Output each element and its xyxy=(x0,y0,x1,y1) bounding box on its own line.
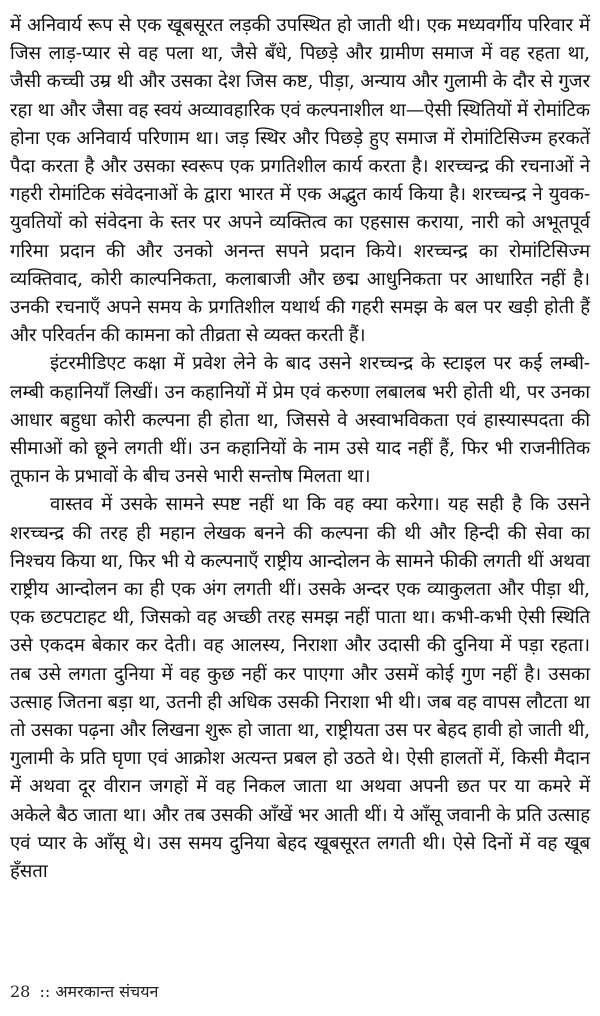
page-body xyxy=(10,12,590,886)
book-title: अमरकान्त संचयन xyxy=(55,982,159,1001)
page-number: 28 xyxy=(10,982,31,1001)
page-footer xyxy=(10,981,158,1003)
paragraph-2: इंटरमीडिएट कक्षा में प्रवेश लेने के बाद उसने शरच्चन्द्र के स्टाइल पर कई लम्बी-लम्बी कहानियाँ लिखीं। उन कहानियों में प्रेम एवं करुणा लबालब भरी होती थी, पर उनका आधार बहुधा कोरी कल्पना ही होता था, जिससे वे अस्वाभविकता एवं हास्यास्पदता की सीमाओं को छूने लगती थीं। उन कहानियों के नाम उसे याद नहीं हैं, फिर भी राजनीतिक तूफान के प्रभावों के बीच उनसे भारी सन्तोष मिलता था। xyxy=(10,353,590,488)
paragraph-3: वास्तव में उसके सामने स्पष्ट नहीं था कि वह क्या करेगा। यह सही है कि उसने शरच्चन्द्र की तरह ही महान लेखक बनने की कल्पना की थी और हिन्दी की सेवा का निश्चय किया था, फिर भी ये कल्पनाएँ राष्ट्रीय आन्दोलन के सामने फीकी लगती थीं अथवा राष्ट्रीय आन्दोलन का ही एक अंग लगती थीं। उसके अन्दर एक व्याकुलता और पीड़ा थी, एक छटपटाहट थी, जिसको वह अच्छी तरह समझ नहीं पाता था। कभी-कभी ऐसी स्थिति उसे एकदम बेकार कर देती। वह आलस्य, निराशा और उदासी की दुनिया में पड़ा रहता। तब उसे लगता दुनिया में वह कुछ नहीं कर पाएगा और उसमें कोई गुण नहीं है। उसका उत्साह जितना बड़ा था, उतनी ही अधिक उसकी निराशा भी थी। जब वह वापस लौटता था तो उसका पढ़ना और लिखना शुरू हो जाता था, राष्ट्रीयता उस पर बेहद हावी हो जाती थी, गुलामी के प्रति घृणा एवं आक्रोश अत्यन्त प्रबल हो उठते थे। ऐसी हालतों में, किसी मैदान में अथवा दूर वीरान जगहों में वह निकल जाता था अथवा अपनी छत पर या कमरे में अकेले बैठ जाता था। और तब उसकी आँखें भर आती थीं। ये आँसू जवानी के प्रति उत्साह एवं प्यार के आँसू थे। उस समय दुनिया बेहद खूबसूरत लगती थी। ऐसे दिनों में वह खूब हँसता xyxy=(10,494,590,883)
footer-separator: :: xyxy=(39,982,51,1001)
paragraph-1: में अनिवार्य रूप से एक खूबसूरत लड़की उपस्थित हो जाती थी। एक मध्यवर्गीय परिवार में जिस लाड़-प्यार से वह पला था, जैसे बँधे, पिछड़े और ग्रामीण समाज में वह रहता था, जैसी कच्ची उम्र थी और उसका देश जिस कष्ट, पीड़ा, अन्याय और गुलामी के दौर से गुजर रहा था और जैसा वह स्वयं अव्यावहारिक एवं कल्पनाशील था—ऐसी स्थितियों में रोमांटिक होना एक अनिवार्य परिणाम था। जड़ स्थिर और पिछड़े हुए समाज में रोमांटिसिज्म हरकतें पैदा करता है और उसका स्वरूप एक प्रगतिशील कार्य करता है। शरच्चन्द्र की रचनाओं ने गहरी रोमांटिक संवेदनाओं के द्वारा भारत में एक अद्भुत कार्य किया है। शरच्चन्द्र ने युवक-युवतियों को संवेदना के स्तर पर अपने व्यक्तित्व का एहसास कराया, नारी को अभूतपूर्व गरिमा प्रदान की और उनको अनन्त सपने प्रदान किये। शरच्चन्द्र का रोमांटिसिज्म व्यक्तिवाद, कोरी काल्पनिकता, कलाबाजी और छद्म आधुनिकता पर आधारित नहीं है। उनकी रचनाएँ अपने समय के प्रगतिशील यथार्थ की गहरी समझ के बल पर खड़ी होती हैं और परिवर्तन की कामना को तीव्रता से व्यक्त करती हैं। xyxy=(10,15,590,347)
